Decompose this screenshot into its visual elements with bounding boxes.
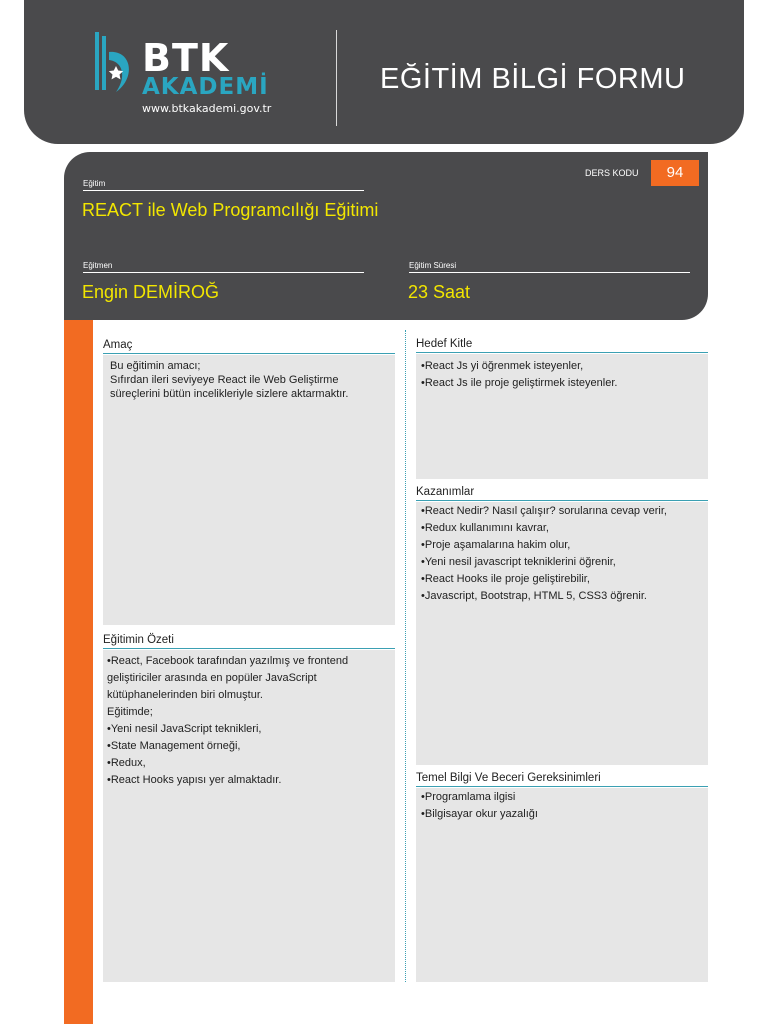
gereksinim-underline — [416, 786, 708, 787]
hedef-underline — [416, 352, 708, 353]
text-line: •State Management örneği, — [107, 740, 241, 752]
hedef-text — [421, 358, 617, 392]
text-line: •Bilgisayar okur yazalığı — [421, 808, 538, 820]
amac-title: Amaç — [103, 339, 133, 351]
logo-akademi-text: AKADEMİ — [142, 74, 269, 100]
kazanimlar-underline — [416, 500, 708, 501]
text-line: Eğitimde; — [107, 706, 153, 718]
ders-kodu-label: DERS KODU — [585, 168, 639, 178]
gereksinim-title: Temel Bilgi Ve Beceri Gereksinimleri — [416, 772, 601, 784]
form-title: EĞİTİM BİLGİ FORMU — [380, 63, 686, 95]
egitmen-underline — [83, 272, 364, 273]
header-divider — [336, 30, 337, 126]
egitmen-label: Eğitmen — [83, 261, 113, 270]
egitim-underline — [83, 190, 364, 191]
text-line: •Redux kullanımını kavrar, — [421, 522, 549, 534]
text-line: kütüphanelerinden biri olmuştur. — [107, 689, 263, 701]
text-line: •Yeni nesil javascript tekniklerini öğrenir, — [421, 556, 616, 568]
text-line: •React Hooks yapısı yer almaktadır. — [107, 774, 282, 786]
hedef-title: Hedef Kitle — [416, 338, 473, 350]
ders-kodu-badge: 94 — [651, 160, 699, 186]
btk-akademi-logo — [92, 30, 292, 120]
text-line: •Javascript, Bootstrap, HTML 5, CSS3 öğrenir. — [421, 590, 647, 602]
text-line: •React Nedir? Nasıl çalışır? sorularına cevap verir, — [421, 505, 667, 517]
text-line: •React Js yi öğrenmek isteyenler, — [421, 360, 584, 372]
logo-btk-text: BTK — [142, 36, 230, 80]
text-line: •Redux, — [107, 757, 146, 769]
text-line: •Yeni nesil JavaScript teknikleri, — [107, 723, 262, 735]
text-line: Sıfırdan ileri seviyeye React ile Web Geliştirme — [110, 374, 339, 386]
text-line: •Proje aşamalarına hakim olur, — [421, 539, 571, 551]
ozet-text — [107, 653, 348, 789]
sure-value: 23 Saat — [408, 282, 471, 302]
btk-logo-icon — [92, 30, 138, 98]
orange-side-bar — [64, 320, 93, 1024]
sure-label: Eğitim Süresi — [409, 261, 457, 270]
column-divider — [405, 330, 406, 982]
gereksinim-text — [421, 789, 538, 823]
text-line: Bu eğitimin amacı; — [110, 360, 201, 372]
text-line: •Programlama ilgisi — [421, 791, 516, 803]
ozet-title: Eğitimin Özeti — [103, 634, 174, 646]
text-line: •React Hooks ile proje geliştirebilir, — [421, 573, 590, 585]
text-line: •React, Facebook tarafından yazılmış ve frontend — [107, 655, 349, 667]
sure-underline — [409, 272, 690, 273]
egitim-value: REACT ile Web Programcılığı Eğitimi — [82, 200, 379, 220]
kazanimlar-text — [421, 503, 667, 605]
kazanimlar-title: Kazanımlar — [416, 486, 475, 498]
egitmen-value: Engin DEMİROĞ — [82, 282, 220, 302]
egitim-label: Eğitim — [83, 179, 106, 188]
ozet-underline — [103, 648, 395, 649]
text-line: geliştiriciler arasında en popüler JavaScript — [107, 672, 317, 684]
amac-text — [110, 359, 348, 401]
amac-underline — [103, 353, 395, 354]
text-line: süreçlerini bütün incelikleriyle sizlere aktarmaktır. — [110, 388, 349, 400]
text-line: •React Js ile proje geliştirmek isteyenler. — [421, 377, 618, 389]
logo-url[interactable]: www.btkakademi.gov.tr — [142, 102, 272, 115]
